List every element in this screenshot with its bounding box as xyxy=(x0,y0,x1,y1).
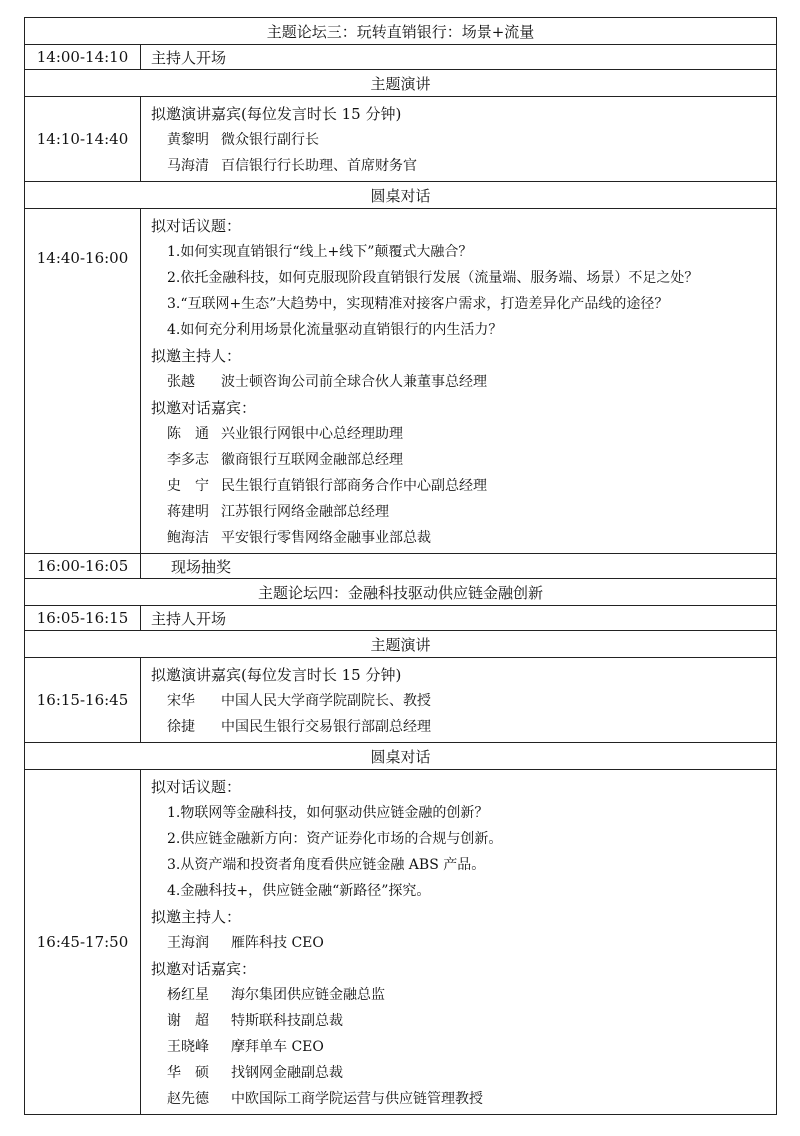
forum3-keynote-time: 14:10-14:40 xyxy=(25,97,141,182)
guest-item xyxy=(151,447,776,473)
speaker-name: 黄黎明 xyxy=(167,132,209,148)
forum4-guests-heading: 拟邀对话嘉宾： xyxy=(151,960,257,978)
forum4-roundtable-header-row xyxy=(25,743,777,770)
host-title: 波士顿咨询公司前全球合伙人兼董事总经理 xyxy=(221,374,487,390)
forum4-keynote-header-row xyxy=(25,631,777,658)
forum3-roundtable-header: 圆桌对话 xyxy=(25,182,777,209)
guest-title: 江苏银行网络金融部总经理 xyxy=(221,504,389,520)
forum4-keynote-header: 主题演讲 xyxy=(25,631,777,658)
forum3-keynote-header: 主题演讲 xyxy=(25,70,777,97)
host-name: 王海润 xyxy=(167,935,209,951)
topic-item: 1.物联网等金融科技，如何驱动供应链金融的创新？ xyxy=(167,805,489,821)
lottery-time: 16:00-16:05 xyxy=(25,554,141,579)
forum4-opening-text: 主持人开场 xyxy=(141,606,777,631)
guest-item xyxy=(151,499,776,525)
guest-name: 李多志 xyxy=(167,452,209,468)
forum3-roundtable-header-row xyxy=(25,182,777,209)
guest-name: 谢 超 xyxy=(167,1013,209,1029)
forum3-opening-time: 14:00-14:10 xyxy=(25,45,141,70)
forum3-roundtable-row xyxy=(25,209,777,554)
forum4-opening-row xyxy=(25,606,777,631)
guest-item xyxy=(151,525,776,551)
host-title: 雁阵科技 CEO xyxy=(231,935,324,951)
guest-item xyxy=(151,1060,776,1086)
forum3-opening-text: 主持人开场 xyxy=(141,45,777,70)
guest-name: 华 硕 xyxy=(167,1065,209,1081)
forum4-keynote-time: 16:15-16:45 xyxy=(25,658,141,743)
forum3-title: 主题论坛三：玩转直销银行：场景+流量 xyxy=(25,18,777,45)
forum3-keynote-row xyxy=(25,97,777,182)
guest-title: 找钢网金融副总裁 xyxy=(231,1065,343,1081)
speaker-item xyxy=(151,153,776,179)
guest-title: 平安银行零售网络金融事业部总裁 xyxy=(221,530,431,546)
topic-item: 4.如何充分利用场景化流量驱动直销银行的内生活力？ xyxy=(167,322,503,338)
forum4-topics-heading: 拟对话议题： xyxy=(151,778,242,796)
guest-title: 民生银行直销银行部商务合作中心副总经理 xyxy=(221,478,487,494)
forum3-topics-heading: 拟对话议题： xyxy=(151,217,242,235)
lottery-row xyxy=(25,554,777,579)
speaker-name: 宋华 xyxy=(167,693,195,709)
host-item xyxy=(151,369,776,395)
agenda-table xyxy=(24,17,777,1115)
forum4-roundtable-header: 圆桌对话 xyxy=(25,743,777,770)
speaker-item xyxy=(151,127,776,153)
guest-item xyxy=(151,473,776,499)
guest-name: 史 宁 xyxy=(167,478,209,494)
guest-title: 特斯联科技副总裁 xyxy=(231,1013,343,1029)
forum4-roundtable-block xyxy=(141,770,777,1115)
guest-title: 兴业银行网银中心总经理助理 xyxy=(221,426,403,442)
forum3-keynote-header-row xyxy=(25,70,777,97)
guest-name: 鲍海洁 xyxy=(167,530,209,546)
guest-item xyxy=(151,1034,776,1060)
forum4-keynote-heading: 拟邀演讲嘉宾(每位发言时长 15 分钟) xyxy=(151,666,402,684)
forum3-title-row xyxy=(25,18,777,45)
speaker-name: 徐捷 xyxy=(167,719,195,735)
guest-title: 海尔集团供应链金融总监 xyxy=(231,987,385,1003)
forum4-opening-time: 16:05-16:15 xyxy=(25,606,141,631)
forum4-roundtable-row xyxy=(25,770,777,1115)
speaker-item xyxy=(151,714,776,740)
topic-item: 4.金融科技+，供应链金融“新路径”探究。 xyxy=(167,883,431,899)
topic-item: 3.“互联网+生态”大趋势中，实现精准对接客户需求，打造差异化产品线的途径？ xyxy=(167,296,669,312)
forum3-roundtable-block xyxy=(141,209,777,554)
speaker-title: 中国人民大学商学院副院长、教授 xyxy=(221,693,431,709)
forum3-opening-row xyxy=(25,45,777,70)
guest-name: 赵先德 xyxy=(167,1091,209,1107)
guest-name: 王晓峰 xyxy=(167,1039,209,1055)
speaker-title: 百信银行行长助理、首席财务官 xyxy=(221,158,417,174)
forum4-roundtable-time: 16:45-17:50 xyxy=(25,770,141,1115)
forum4-title: 主题论坛四：金融科技驱动供应链金融创新 xyxy=(25,579,777,606)
forum3-keynote-heading: 拟邀演讲嘉宾(每位发言时长 15 分钟) xyxy=(151,105,402,123)
guest-title: 摩拜单车 CEO xyxy=(231,1039,324,1055)
guest-title: 徽商银行互联网金融部总经理 xyxy=(221,452,403,468)
guest-item xyxy=(151,1086,776,1112)
forum4-keynote-block xyxy=(141,658,777,743)
forum4-keynote-row xyxy=(25,658,777,743)
topic-item: 2.供应链金融新方向：资产证券化市场的合规与创新。 xyxy=(167,831,503,847)
guest-item xyxy=(151,421,776,447)
forum4-host-heading: 拟邀主持人： xyxy=(151,908,242,926)
topic-item: 3.从资产端和投资者角度看供应链金融 ABS 产品。 xyxy=(167,857,486,873)
forum3-keynote-block xyxy=(141,97,777,182)
guest-name: 蒋建明 xyxy=(167,504,209,520)
speaker-name: 马海清 xyxy=(167,158,209,174)
forum3-host-heading: 拟邀主持人： xyxy=(151,347,242,365)
topic-item: 1.如何实现直销银行“线上+线下”颠覆式大融合？ xyxy=(167,244,473,260)
guest-name: 杨红星 xyxy=(167,987,209,1003)
guest-title: 中欧国际工商学院运营与供应链管理教授 xyxy=(231,1091,483,1107)
speaker-title: 微众银行副行长 xyxy=(221,132,319,148)
speaker-item xyxy=(151,688,776,714)
host-name: 张越 xyxy=(167,374,195,390)
guest-item xyxy=(151,1008,776,1034)
lottery-text: 现场抽奖 xyxy=(141,554,777,579)
forum4-title-row xyxy=(25,579,777,606)
topic-item: 2.依托金融科技，如何克服现阶段直销银行发展（流量端、服务端、场景）不足之处？ xyxy=(167,270,699,286)
guest-item xyxy=(151,982,776,1008)
forum3-roundtable-time: 14:40-16:00 xyxy=(25,209,141,554)
speaker-title: 中国民生银行交易银行部副总经理 xyxy=(221,719,431,735)
forum3-guests-heading: 拟邀对话嘉宾： xyxy=(151,399,257,417)
host-item xyxy=(151,930,776,956)
guest-name: 陈 通 xyxy=(167,426,209,442)
